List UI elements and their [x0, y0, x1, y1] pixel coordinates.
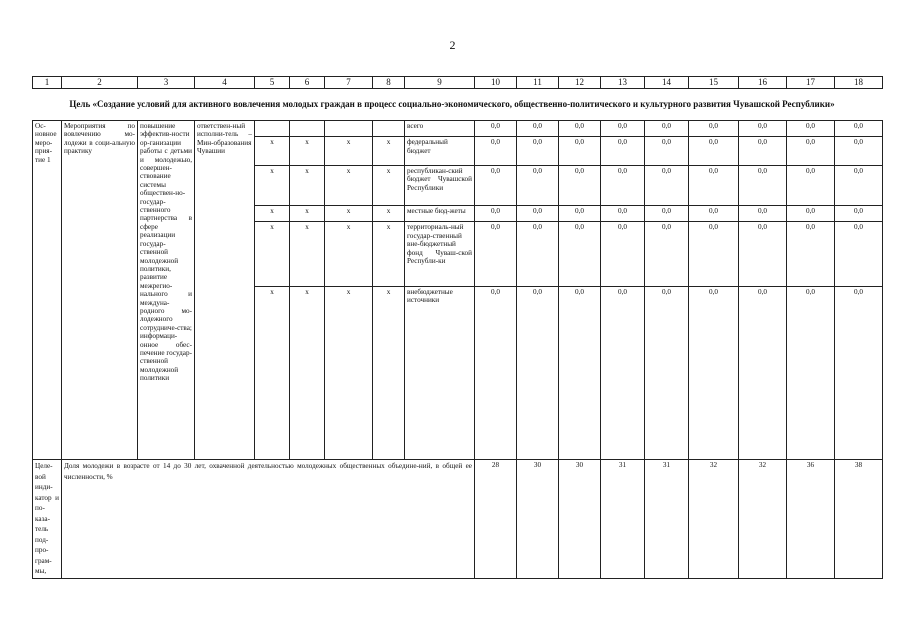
- value-cell: 0,0: [787, 165, 835, 205]
- indicator-text-cell: Доля молодежи в возрасте от 14 до 30 лет, охваченной деятельностью молодежных общественных объедине-ний, в общей ее численности, %: [62, 460, 475, 579]
- value-cell: 0,0: [601, 165, 645, 205]
- value-cell: 0,0: [835, 206, 883, 222]
- value-cell: 0,0: [689, 137, 739, 165]
- value-cell: 0,0: [689, 165, 739, 205]
- event-code-cell: Ос-новное меро-прия-тие 1: [33, 121, 62, 460]
- code-cell: x: [325, 222, 373, 287]
- value-cell: 0,0: [559, 206, 601, 222]
- funding-source-cell: внебюджетные источники: [405, 287, 475, 460]
- responsible-executor-cell: ответствен-ный исполни-тель – Мин-образования Чувашии: [195, 121, 255, 460]
- code-cell: x: [255, 206, 290, 222]
- value-cell: 0,0: [689, 222, 739, 287]
- funding-source-cell: федеральный бюджет: [405, 137, 475, 165]
- column-number: 9: [405, 77, 475, 89]
- value-cell: 0,0: [559, 222, 601, 287]
- column-number: 13: [601, 77, 645, 89]
- value-cell: 0,0: [835, 222, 883, 287]
- page-number: 2: [449, 38, 456, 52]
- code-cell: x: [255, 137, 290, 165]
- value-cell: 0,0: [739, 137, 787, 165]
- value-cell: 0,0: [601, 222, 645, 287]
- value-cell: 0,0: [739, 222, 787, 287]
- code-cell: x: [373, 165, 405, 205]
- code-cell: x: [325, 206, 373, 222]
- indicator-value-cell: 31: [601, 460, 645, 579]
- code-cell: x: [290, 165, 325, 205]
- code-cell: x: [255, 222, 290, 287]
- indicator-value-cell: 38: [835, 460, 883, 579]
- column-number: 2: [62, 77, 138, 89]
- code-cell: x: [290, 137, 325, 165]
- value-cell: 0,0: [787, 206, 835, 222]
- code-cell: x: [290, 222, 325, 287]
- code-cell: [325, 121, 373, 137]
- goal-heading: Цель «Создание условий для активного вовлечения молодых граждан в процесс социально-экономического, общественно-политического и культурного развития Чувашской Республики»: [69, 99, 835, 109]
- column-number: 10: [475, 77, 517, 89]
- code-cell: x: [373, 222, 405, 287]
- value-cell: 0,0: [645, 287, 689, 460]
- value-cell: 0,0: [689, 206, 739, 222]
- code-cell: [290, 121, 325, 137]
- indicator-value-cell: 28: [475, 460, 517, 579]
- value-cell: 0,0: [517, 121, 559, 137]
- code-cell: x: [325, 165, 373, 205]
- value-cell: 0,0: [787, 137, 835, 165]
- value-cell: 0,0: [787, 222, 835, 287]
- value-cell: 0,0: [559, 137, 601, 165]
- value-cell: 0,0: [517, 287, 559, 460]
- value-cell: 0,0: [739, 121, 787, 137]
- value-cell: 0,0: [739, 287, 787, 460]
- column-number: 5: [255, 77, 290, 89]
- funding-source-cell: всего: [405, 121, 475, 137]
- column-number: 4: [195, 77, 255, 89]
- value-cell: 0,0: [517, 206, 559, 222]
- code-cell: [373, 121, 405, 137]
- value-cell: 0,0: [835, 137, 883, 165]
- value-cell: 0,0: [689, 287, 739, 460]
- value-cell: 0,0: [517, 222, 559, 287]
- value-cell: 0,0: [475, 121, 517, 137]
- value-cell: 0,0: [835, 287, 883, 460]
- code-cell: x: [255, 287, 290, 460]
- value-cell: 0,0: [601, 206, 645, 222]
- value-cell: 0,0: [689, 121, 739, 137]
- column-number: 16: [739, 77, 787, 89]
- code-cell: x: [325, 137, 373, 165]
- column-number: 18: [835, 77, 883, 89]
- column-number: 12: [559, 77, 601, 89]
- value-cell: 0,0: [601, 121, 645, 137]
- column-number: 7: [325, 77, 373, 89]
- code-cell: [255, 121, 290, 137]
- code-cell: x: [290, 287, 325, 460]
- value-cell: 0,0: [517, 137, 559, 165]
- value-cell: 0,0: [559, 121, 601, 137]
- value-cell: 0,0: [559, 287, 601, 460]
- indicator-value-cell: 31: [645, 460, 689, 579]
- value-cell: 0,0: [601, 137, 645, 165]
- indicator-label-cell: Целе-вой инди-катор и по-каза-тель под-про-грам-мы,: [33, 460, 62, 579]
- value-cell: 0,0: [475, 137, 517, 165]
- table-row: [33, 121, 883, 137]
- value-cell: 0,0: [645, 121, 689, 137]
- code-cell: x: [255, 165, 290, 205]
- code-cell: x: [373, 206, 405, 222]
- indicator-row: [33, 460, 883, 579]
- value-cell: 0,0: [517, 165, 559, 205]
- column-number: 14: [645, 77, 689, 89]
- column-number: 6: [290, 77, 325, 89]
- indicator-value-cell: 32: [689, 460, 739, 579]
- value-cell: 0,0: [475, 222, 517, 287]
- code-cell: x: [373, 137, 405, 165]
- indicator-value-cell: 30: [517, 460, 559, 579]
- value-cell: 0,0: [475, 165, 517, 205]
- value-cell: 0,0: [645, 165, 689, 205]
- value-cell: 0,0: [739, 206, 787, 222]
- funding-table: [32, 120, 883, 579]
- value-cell: 0,0: [787, 121, 835, 137]
- value-cell: 0,0: [835, 121, 883, 137]
- funding-source-cell: территориаль-ный государ-ственный вне-бюджетный фонд Чуваш-ской Республи-ки: [405, 222, 475, 287]
- indicator-value-cell: 32: [739, 460, 787, 579]
- column-number: 1: [33, 77, 62, 89]
- value-cell: 0,0: [601, 287, 645, 460]
- value-cell: 0,0: [739, 165, 787, 205]
- funding-source-cell: республикан-ский бюджет Чувашской Республики: [405, 165, 475, 205]
- event-description-cell: повышение эффектив-ности ор-ганизации работы с детьми и молодежью, совершен-ствование системы обществен-но-государ-ственного партнерства в сфере реализации государ-ственной молодежной политики, развитие межрегио-нального и междуна-родного мо-лодежного сотрудниче-ства; информаци-онное обес-печение государ-ственной молодежной политики: [138, 121, 195, 460]
- column-number: 15: [689, 77, 739, 89]
- column-number: 11: [517, 77, 559, 89]
- funding-source-cell: местные бюд-жеты: [405, 206, 475, 222]
- column-number-row: [32, 76, 883, 89]
- code-cell: x: [373, 287, 405, 460]
- value-cell: 0,0: [645, 137, 689, 165]
- value-cell: 0,0: [559, 165, 601, 205]
- value-cell: 0,0: [475, 206, 517, 222]
- code-cell: x: [290, 206, 325, 222]
- value-cell: 0,0: [787, 287, 835, 460]
- indicator-value-cell: 30: [559, 460, 601, 579]
- column-number: 17: [787, 77, 835, 89]
- code-cell: x: [325, 287, 373, 460]
- value-cell: 0,0: [645, 222, 689, 287]
- value-cell: 0,0: [475, 287, 517, 460]
- indicator-value-cell: 36: [787, 460, 835, 579]
- value-cell: 0,0: [645, 206, 689, 222]
- column-number: 8: [373, 77, 405, 89]
- column-number: 3: [138, 77, 195, 89]
- event-name-cell: Мероприятия по вовлечению мо-лодежи в соци-альную практику: [62, 121, 138, 460]
- value-cell: 0,0: [835, 165, 883, 205]
